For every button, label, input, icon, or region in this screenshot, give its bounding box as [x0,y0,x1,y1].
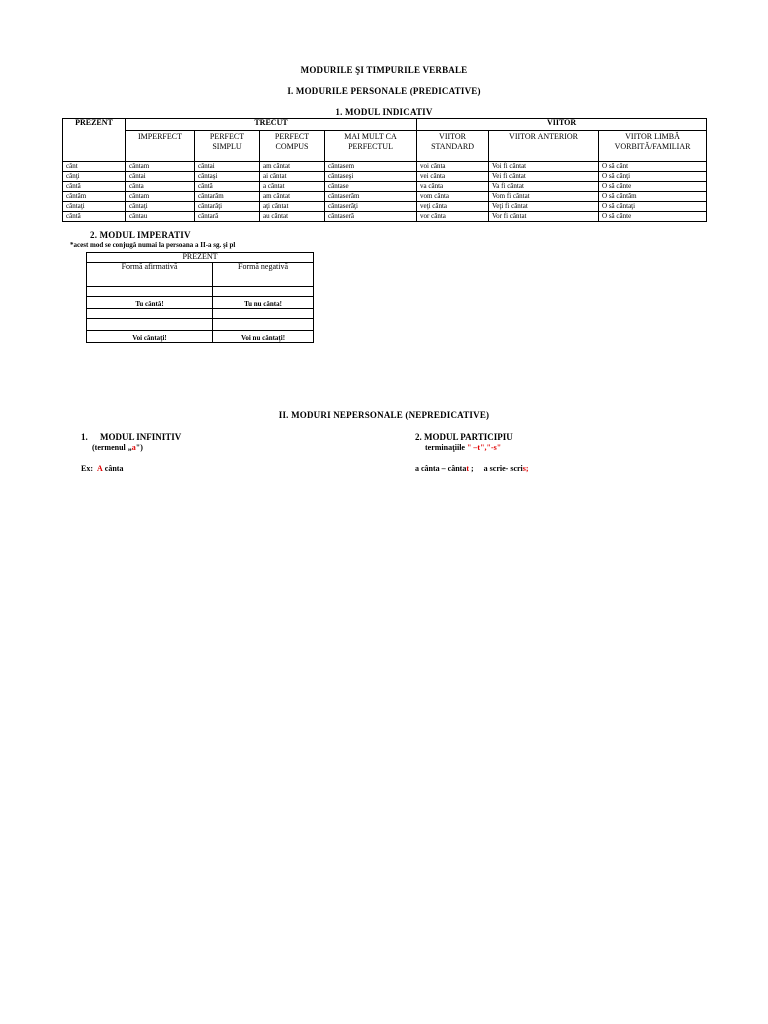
indicativ-cell: Vom fi cântat [489,192,599,202]
imperativ-cell-afirmativ [87,309,213,319]
imperativ-note: *acest mod se conjugă numai la persoana a II-a sg. şi pl [70,241,236,249]
indicativ-cell: cântaşi [195,172,260,182]
indicativ-cell: cântam [126,192,195,202]
indicativ-cell: Vei fi cântat [489,172,599,182]
indicativ-cell: O să cânte [599,212,707,222]
imperativ-cell-afirmativ [87,287,213,297]
infinitiv-note: (termenul „a") [92,443,143,452]
indicativ-row [63,172,707,182]
indicativ-cell: O să cântăm [599,192,707,202]
indicativ-cell: cântară [195,212,260,222]
indicativ-table [62,118,707,222]
indicativ-cell: voi cânta [417,162,489,172]
infinitiv-example: Ex: A cânta [81,464,124,473]
page-title: MODURILE ŞI TIMPURILE VERBALE [300,65,468,75]
indicativ-cell: cânţi [63,172,126,182]
indicativ-cell: cântaţi [63,202,126,212]
col-imperfect: IMPERFECT [126,131,195,162]
imperativ-cell-afirmativ [87,319,213,331]
indicativ-cell: Vor fi cântat [489,212,599,222]
indicativ-cell: Veţi fi cântat [489,202,599,212]
indicativ-row [63,192,707,202]
indicativ-cell: cântasem [325,162,417,172]
imperativ-row [87,297,314,309]
imperativ-row [87,287,314,297]
section-1-title: I. MODURILE PERSONALE (PREDICATIVE) [287,86,481,96]
indicativ-cell: Va fi cântat [489,182,599,192]
imperativ-cell-negativ [213,287,314,297]
indicativ-cell: cântarăm [195,192,260,202]
col-perfect-compus: PERFECT COMPUS [260,131,325,162]
col-viitor-standard: VIITOR STANDARD [417,131,489,162]
imperativ-row [87,319,314,331]
col-trecut-header: TRECUT [126,119,417,131]
indicativ-cell: cântai [126,172,195,182]
indicativ-cell: am cântat [260,162,325,172]
indicativ-cell: cântă [195,182,260,192]
indicativ-cell: O să cânţi [599,172,707,182]
indicativ-cell: cântai [195,162,260,172]
col-perfect-simplu: PERFECT SIMPLU [195,131,260,162]
col-prezent-header: PREZENT [63,119,126,162]
indicativ-cell: O să cânt [599,162,707,172]
imperativ-table [86,252,314,343]
indicativ-cell: au cântat [260,212,325,222]
indicativ-cell: cântau [126,212,195,222]
infinitiv-example-mark: A [97,464,103,473]
col-mai-mult-ca-perfectul: MAI MULT CA PERFECTUL [325,131,417,162]
indicativ-cell: cântaserăţi [325,202,417,212]
infinitiv-number: 1. [81,432,88,442]
indicativ-heading: 1. MODUL INDICATIV [335,107,433,117]
indicativ-cell: ai cântat [260,172,325,182]
indicativ-cell: cântaseşi [325,172,417,182]
indicativ-cell: cânta [126,182,195,192]
imperativ-prezent-header: PREZENT [87,253,314,263]
imperativ-cell-negativ [213,309,314,319]
indicativ-cell: cântăm [63,192,126,202]
indicativ-cell: a cântat [260,182,325,192]
section-2-title: II. MODURI NEPERSONALE (NEPREDICATIVE) [278,410,490,420]
col-viitor-familiar: VIITOR LIMBĂ VORBITĂ/FAMILIAR [599,131,707,162]
indicativ-cell: va cânta [417,182,489,192]
indicativ-cell: cântaseră [325,212,417,222]
indicativ-cell: vei cânta [417,172,489,182]
infinitiv-heading [81,432,181,442]
indicativ-row [63,212,707,222]
col-forma-negativa: Formă negativă [213,263,314,287]
imperativ-cell-afirmativ: Voi cântaţi! [87,331,213,343]
indicativ-cell: cântaserăm [325,192,417,202]
indicativ-cell: am cântat [260,192,325,202]
indicativ-row [63,162,707,172]
imperativ-cell-negativ: Tu nu cânta! [213,297,314,309]
col-forma-afirmativa: Formă afirmativă [87,263,213,287]
participiu-examples: a cânta – cântat ; a scrie- scris; [415,464,529,473]
indicativ-row [63,202,707,212]
infinitiv-note-mark: a [131,443,136,452]
indicativ-cell: cântarăţi [195,202,260,212]
indicativ-row [63,182,707,192]
imperativ-cell-afirmativ: Tu cântă! [87,297,213,309]
indicativ-cell: veţi cânta [417,202,489,212]
infinitiv-title: MODUL INFINITIV [100,432,182,442]
imperativ-cell-negativ: Voi nu cântaţi! [213,331,314,343]
imperativ-row [87,331,314,343]
col-viitor-header: VIITOR [417,119,707,131]
participiu-note: terminaţiile " –t","-s" [425,443,502,452]
indicativ-cell: cântam [126,162,195,172]
indicativ-cell: vor cânta [417,212,489,222]
indicativ-cell: O să cânte [599,182,707,192]
indicativ-cell: O să cântaţi [599,202,707,212]
imperativ-heading: 2. MODUL IMPERATIV [90,230,191,240]
indicativ-cell: cântă [63,182,126,192]
indicativ-cell: aţi cântat [260,202,325,212]
col-viitor-anterior: VIITOR ANTERIOR [489,131,599,162]
participiu-heading: 2. MODUL PARTICIPIU [415,432,513,442]
indicativ-cell: cântase [325,182,417,192]
imperativ-row [87,309,314,319]
indicativ-cell: Voi fi cântat [489,162,599,172]
indicativ-cell: cântaţi [126,202,195,212]
indicativ-cell: cânt [63,162,126,172]
imperativ-cell-negativ [213,319,314,331]
indicativ-cell: vom cânta [417,192,489,202]
indicativ-cell: cântă [63,212,126,222]
